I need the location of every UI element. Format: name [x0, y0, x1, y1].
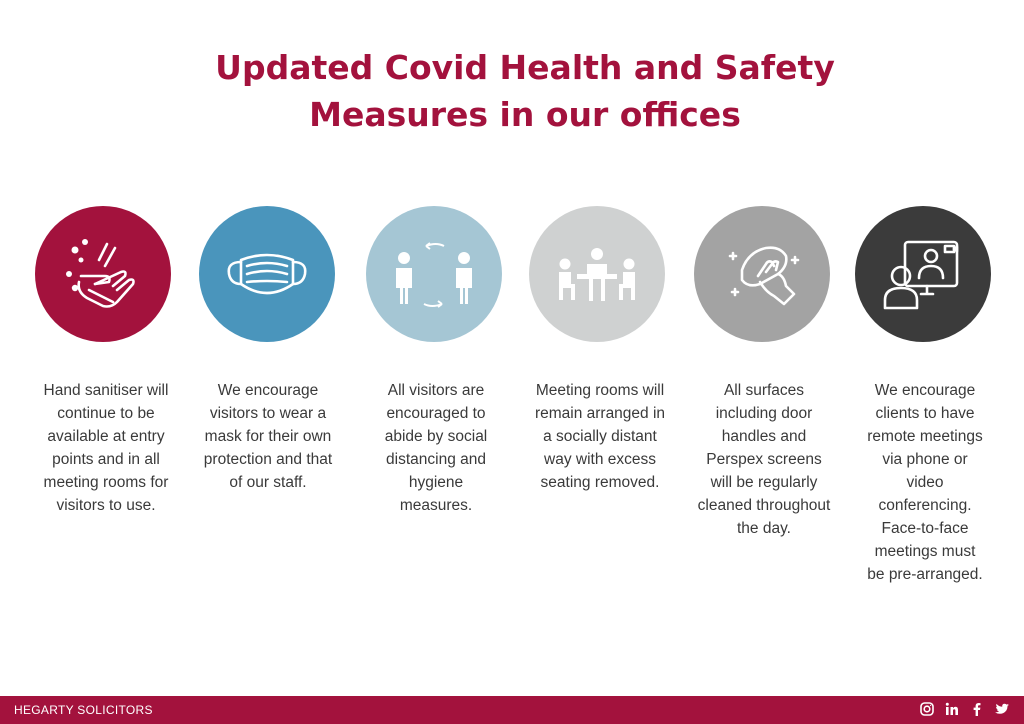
measure-3-caption: All visitors are encouraged to abide by social distancing and hygiene measures. [384, 382, 488, 514]
video-conference-icon [875, 226, 971, 322]
meeting-room-icon [549, 226, 645, 322]
measure-5-caption: All surfaces including door handles and Perspex screens will be regularly cleaned throughout the day. [697, 382, 831, 537]
measure-2-circle [199, 206, 335, 342]
face-mask-icon [219, 226, 315, 322]
measure-3-circle [366, 206, 502, 342]
cleaning-surface-icon [714, 226, 810, 322]
measure-5-circle [694, 206, 830, 342]
measure-1-circle [35, 206, 171, 342]
measure-4-circle [529, 206, 665, 342]
page-title [0, 44, 1024, 138]
measure-6-circle [855, 206, 991, 342]
title-line-1: Updated Covid Health and Safety [215, 48, 835, 87]
measure-2-caption: We encourage visitors to wear a mask for their own protection and that of our staff. [203, 382, 333, 491]
instagram-icon[interactable] [919, 701, 935, 717]
facebook-icon[interactable] [969, 701, 985, 717]
social-links [919, 701, 1010, 717]
hand-sanitiser-icon [55, 226, 151, 322]
measure-4-caption: Meeting rooms will remain arranged in a socially distant way with excess seating removed. [534, 382, 666, 491]
footer-brand: HEGARTY SOLICITORS [14, 703, 153, 717]
linkedin-icon[interactable] [944, 701, 960, 717]
title-line-2: Measures in our offices [309, 95, 741, 134]
footer-bar [0, 696, 1024, 724]
social-distancing-icon [386, 226, 482, 322]
twitter-icon[interactable] [994, 701, 1010, 717]
measure-1-caption: Hand sanitiser will continue to be available at entry points and in all meeting rooms for visitors to use. [43, 382, 169, 514]
measure-6-caption: We encourage clients to have remote meetings via phone or video conferencing. Face-to-face meetings must be pre-arranged. [867, 382, 983, 583]
